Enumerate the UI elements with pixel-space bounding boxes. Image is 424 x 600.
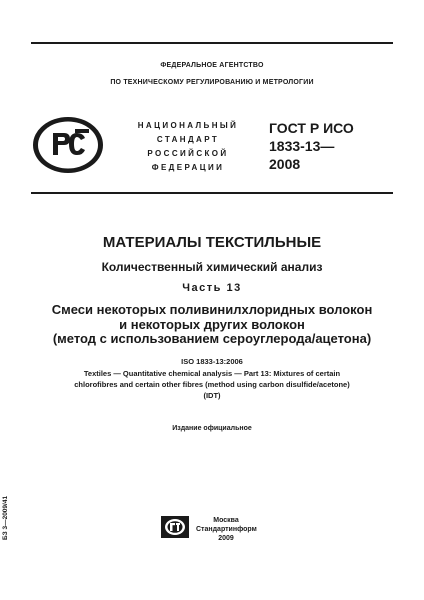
standard-line-2: СТАНДАРТ xyxy=(156,135,220,144)
edition-note: Издание официальное xyxy=(172,425,252,432)
iso-reference: ISO 1833-13:2006 xyxy=(181,357,243,366)
equivalence-mark: (IDT) xyxy=(203,391,221,400)
gost-designation-2: 1833-13— xyxy=(269,138,335,154)
publisher-year: 2009 xyxy=(218,535,234,542)
standard-line-1: НАЦИОНАЛЬНЫЙ xyxy=(137,121,239,130)
document-part: Часть 13 xyxy=(182,282,242,294)
document-subtitle: Количественный химический анализ xyxy=(101,260,323,274)
standard-line-4: ФЕДЕРАЦИИ xyxy=(151,163,225,172)
gost-designation-3: 2008 xyxy=(269,156,301,172)
top-rule xyxy=(31,42,393,44)
gost-designation-1: ГОСТ Р ИСО xyxy=(269,120,354,136)
document-description-1: Смеси некоторых поливинилхлоридных волокон xyxy=(51,302,373,317)
english-title-1: Textiles — Quantitative chemical analysis — Part 13: Mixtures of certain xyxy=(83,369,341,378)
standard-line-3: РОССИЙСКОЙ xyxy=(147,149,229,158)
middle-rule xyxy=(31,192,393,194)
agency-subtitle: ПО ТЕХНИЧЕСКОМУ РЕГУЛИРОВАНИЮ И МЕТРОЛОГИИ xyxy=(110,79,314,86)
document-description-3: (метод с использованием сероуглерода/ацетона) xyxy=(52,331,372,346)
side-code: БЗ 3—2009/41 xyxy=(2,495,9,540)
publisher-city: Москва xyxy=(213,517,239,524)
publisher-logo xyxy=(160,515,190,539)
gost-logo xyxy=(31,115,105,175)
agency-name: ФЕДЕРАЛЬНОЕ АГЕНТСТВО xyxy=(160,62,264,69)
document-description-2: и некоторых других волокон xyxy=(119,317,305,332)
english-title-2: chlorofibres and certain other fibres (method using carbon disulfide/acetone) xyxy=(74,380,350,389)
document-title: МАТЕРИАЛЫ ТЕКСТИЛЬНЫЕ xyxy=(102,234,322,251)
publisher-name: Стандартинформ xyxy=(196,526,257,533)
